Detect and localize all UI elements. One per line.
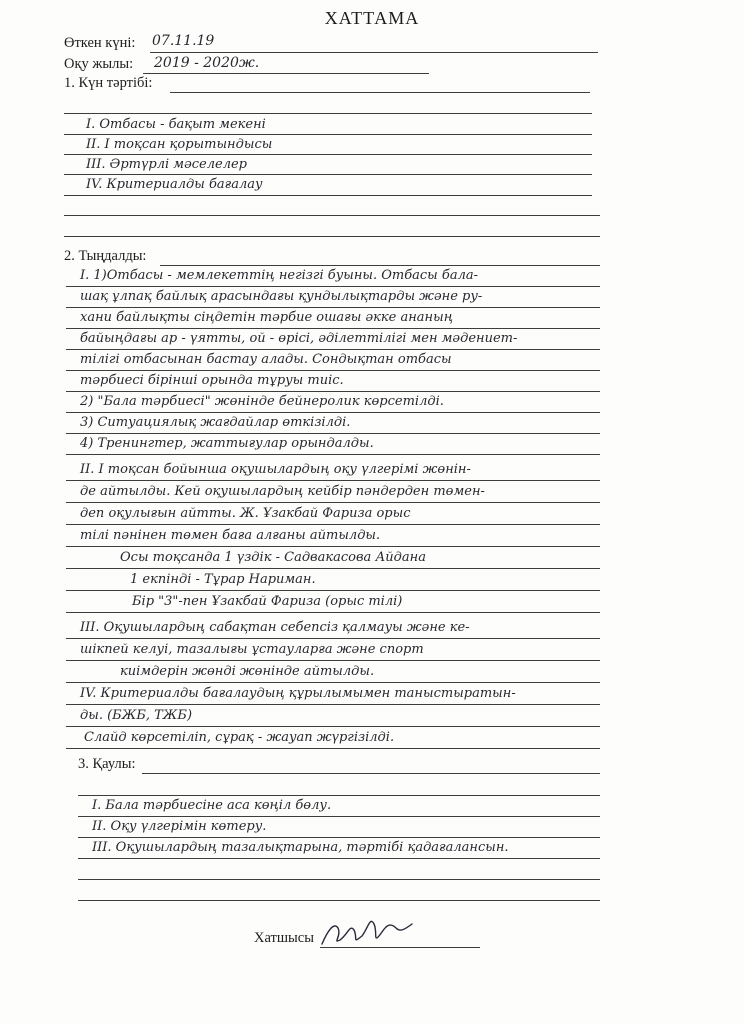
year-line bbox=[143, 73, 429, 74]
decision-label: 3. Қаулы: bbox=[78, 756, 136, 772]
heard-line-17 bbox=[66, 638, 600, 639]
agenda-item: III. Әртүрлі мәселелер bbox=[86, 157, 247, 172]
heard-1-line: 3) Ситуациялық жағдайлар өткізілді. bbox=[80, 415, 351, 430]
agenda-line-7 bbox=[64, 236, 600, 237]
heard-2-line: деп оқулығын айтты. Ж. Ұзакбай Фариза орыс bbox=[80, 506, 411, 521]
agenda-label: 1. Күн тәртібі: bbox=[64, 75, 153, 91]
secretary-signature bbox=[318, 910, 418, 950]
heard-line-1 bbox=[66, 286, 600, 287]
heard-line-3 bbox=[66, 328, 600, 329]
heard-2-line: де айтылды. Кей оқушылардың кейбір пәндерден төмен- bbox=[80, 484, 485, 499]
heard-line-9 bbox=[66, 454, 600, 455]
year-value: 2019 - 2020ж. bbox=[154, 55, 260, 71]
decision-line-4 bbox=[78, 858, 600, 859]
heard-2-line: II. I тоқсан бойынша оқушылардың оқу үлгерімі жөнін- bbox=[80, 462, 471, 477]
heard-line-11 bbox=[66, 502, 600, 503]
decision-line-5 bbox=[78, 879, 600, 880]
date-value: 07.11.19 bbox=[152, 33, 215, 49]
decision-item: III. Оқушылардың тазалықтарына, тәртібі қадағалансын. bbox=[92, 840, 509, 855]
agenda-line-1 bbox=[64, 113, 592, 114]
heard-line-4 bbox=[66, 349, 600, 350]
agenda-line-2 bbox=[64, 134, 592, 135]
heard-2-line: тілі пәнінен төмен баға алғаны айтылды. bbox=[80, 528, 381, 543]
agenda-item: IV. Критериалды бағалау bbox=[86, 177, 263, 192]
heard-1-line: хани байлықты сіңдетін тәрбие ошағы әкке ананың bbox=[80, 310, 453, 325]
heard-line-2 bbox=[66, 307, 600, 308]
agenda-item: II. I тоқсан қорытындысы bbox=[86, 137, 273, 152]
heard-1-line: 2) "Бала тәрбиесі" жөнінде бейнеролик көрсетілді. bbox=[80, 394, 444, 409]
heard-line-7 bbox=[66, 412, 600, 413]
heard-line-10 bbox=[66, 480, 600, 481]
decision-line-3 bbox=[78, 837, 600, 838]
heard-line-6 bbox=[66, 391, 600, 392]
heard-1-line: тілігі отбасынан бастау алады. Сондықтан отбасы bbox=[80, 352, 452, 367]
heard-line-8 bbox=[66, 433, 600, 434]
heard-line-12 bbox=[66, 524, 600, 525]
heard-line-16 bbox=[66, 612, 600, 613]
agenda-line-4 bbox=[64, 174, 592, 175]
decision-line-6 bbox=[78, 900, 600, 901]
year-label: Оқу жылы: bbox=[64, 56, 134, 72]
agenda-item: I. Отбасы - бақыт мекені bbox=[86, 117, 266, 132]
date-label: Өткен күні: bbox=[64, 35, 136, 51]
heard-line-13 bbox=[66, 546, 600, 547]
heard-4-line: IV. Критериалды бағалаудың құрылымымен таныстыратын- bbox=[80, 686, 516, 701]
decision-line-0 bbox=[142, 773, 600, 774]
document-title: ХАТТАМА bbox=[324, 8, 420, 28]
heard-1-line: шақ ұлпақ байлық арасындағы қундылықтарды және ру- bbox=[80, 289, 483, 304]
heard-line-5 bbox=[66, 370, 600, 371]
secretary-label: Хатшысы bbox=[254, 930, 314, 946]
heard-3-line: шікпей келуі, тазалығы ұстауларға және спорт bbox=[80, 642, 424, 657]
heard-4-line: Слайд көрсетіліп, сұрақ - жауап жүргізілді. bbox=[84, 730, 395, 745]
heard-line-15 bbox=[66, 590, 600, 591]
decision-item: II. Оқу үлгерімін көтеру. bbox=[92, 819, 267, 834]
agenda-line-6 bbox=[64, 215, 600, 216]
agenda-line-5 bbox=[64, 195, 592, 196]
heard-3-line: III. Оқушылардың сабақтан себепсіз қалмауы және ке- bbox=[80, 620, 470, 635]
heard-label: 2. Тыңдалды: bbox=[64, 248, 147, 264]
heard-1-line: тәрбиесі бірінші орында тұруы тиіс. bbox=[80, 373, 344, 388]
heard-1-line: байыңдағы ар - үятты, ой - өрісі, әділеттілігі мен мәдениет- bbox=[80, 331, 518, 346]
decision-item: I. Бала тәрбиесіне аса көңіл бөлу. bbox=[92, 798, 332, 813]
heard-line-0 bbox=[160, 265, 600, 266]
heard-2-line: Осы тоқсанда 1 үздік - Садвакасова Айдана bbox=[120, 550, 426, 565]
heard-line-22 bbox=[66, 748, 600, 749]
heard-line-19 bbox=[66, 682, 600, 683]
heard-2-line: 1 екпінді - Тұрар Нариман. bbox=[130, 572, 316, 587]
agenda-line-0 bbox=[170, 92, 590, 93]
heard-1-line: I. 1)Отбасы - мемлекеттің негізгі буыны. Отбасы бала- bbox=[80, 268, 479, 283]
date-line bbox=[150, 52, 598, 53]
agenda-line-3 bbox=[64, 154, 592, 155]
heard-4-line: ды. (БЖБ, ТЖБ) bbox=[80, 708, 193, 723]
heard-line-18 bbox=[66, 660, 600, 661]
heard-line-14 bbox=[66, 568, 600, 569]
heard-1-line: 4) Тренингтер, жаттығулар орындалды. bbox=[80, 436, 374, 451]
heard-line-20 bbox=[66, 704, 600, 705]
heard-3-line: киімдерін жөнді жөнінде айтылды. bbox=[120, 664, 375, 679]
heard-2-line: Бір "3"-пен Ұзакбай Фариза (орыс тілі) bbox=[132, 594, 403, 609]
decision-line-1 bbox=[78, 795, 600, 796]
heard-line-21 bbox=[66, 726, 600, 727]
decision-line-2 bbox=[78, 816, 600, 817]
